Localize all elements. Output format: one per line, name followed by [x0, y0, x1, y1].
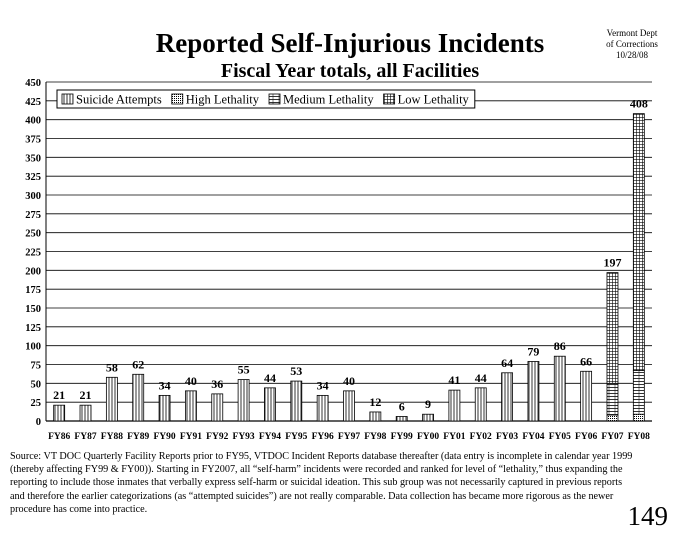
- data-label-fy98: 12: [369, 394, 382, 409]
- x-tick-label-fy92: FY92: [206, 432, 229, 442]
- legend-swatch-suicide-attempts: [62, 94, 73, 104]
- chart-title: Reported Self-Injurious Incidents: [155, 28, 545, 58]
- org-name-line1: Vermont Dept: [606, 28, 658, 38]
- x-tick-label-fy00: FY00: [416, 432, 440, 442]
- x-tick-label-fy02: FY02: [469, 432, 492, 442]
- data-label-fy01: 41: [448, 373, 461, 388]
- data-label-fy94: 44: [263, 370, 276, 385]
- bar-segment-fy04-suicide-attempts: [528, 361, 539, 421]
- y-tick-label: 175: [25, 285, 41, 297]
- x-tick-label-fy01: FY01: [443, 432, 466, 442]
- x-tick-label-fy05: FY05: [548, 432, 571, 442]
- bar-segment-fy02-suicide-attempts: [475, 388, 486, 421]
- x-tick-label-fy90: FY90: [153, 432, 176, 442]
- data-label-fy03: 64: [501, 355, 514, 370]
- data-label-fy95: 53: [290, 364, 303, 379]
- data-label-fy04: 79: [527, 344, 540, 359]
- x-tick-label-fy94: FY94: [258, 432, 282, 442]
- y-tick-label: 250: [25, 228, 41, 240]
- data-label-fy87: 21: [79, 388, 92, 403]
- legend-label-high-lethality: High Lethality: [185, 92, 260, 107]
- bar-segment-fy07-medium-lethality: [607, 383, 618, 415]
- x-tick-label-fy06: FY06: [575, 432, 598, 442]
- legend-label-medium-lethality: Medium Lethality: [283, 92, 374, 107]
- y-tick-label: 375: [25, 134, 41, 146]
- x-tick-label-fy98: FY98: [364, 432, 387, 442]
- x-tick-label-fy91: FY91: [179, 432, 202, 442]
- bar-segment-fy08-low-lethality: [633, 114, 644, 371]
- data-label-fy06: 66: [580, 354, 593, 369]
- data-label-fy89: 62: [132, 357, 145, 372]
- y-tick-label: 150: [25, 304, 41, 315]
- org-date: 10/28/08: [615, 50, 648, 60]
- bar-segment-fy86-suicide-attempts: [54, 405, 65, 421]
- data-label-fy00: 9: [425, 397, 432, 412]
- bar-segment-fy97-suicide-attempts: [344, 391, 355, 421]
- bar-segment-fy89-suicide-attempts: [133, 374, 144, 421]
- page-number: 149: [627, 501, 668, 531]
- data-label-fy92: 36: [211, 376, 224, 391]
- data-label-fy93: 55: [237, 362, 250, 377]
- legend-label-suicide-attempts: Suicide Attempts: [76, 92, 162, 107]
- bar-segment-fy96-suicide-attempts: [317, 395, 328, 421]
- data-label-fy08: 408: [629, 96, 648, 111]
- data-label-fy02: 44: [474, 370, 487, 385]
- legend-swatch-low-lethality: [384, 94, 395, 104]
- bar-segment-fy00-suicide-attempts: [423, 414, 434, 421]
- legend-swatch-medium-lethality: [269, 94, 280, 104]
- data-label-fy91: 40: [184, 373, 197, 388]
- bar-segment-fy94-suicide-attempts: [264, 388, 275, 421]
- data-label-fy90: 34: [158, 378, 171, 393]
- y-tick-label: 75: [30, 360, 41, 372]
- x-tick-label-fy99: FY99: [390, 432, 413, 442]
- bar-segment-fy91-suicide-attempts: [185, 391, 196, 421]
- data-label-fy88: 58: [105, 360, 118, 375]
- data-label-fy07: 197: [603, 255, 622, 270]
- bar-segment-fy01-suicide-attempts: [449, 390, 460, 421]
- bar-segment-fy07-low-lethality: [607, 273, 618, 384]
- y-tick-label: 0: [35, 417, 41, 428]
- x-tick-label-fy86: FY86: [48, 432, 71, 442]
- x-tick-label-fy88: FY88: [100, 432, 123, 442]
- data-label-fy05: 86: [553, 339, 566, 354]
- bar-segment-fy06-suicide-attempts: [581, 371, 592, 421]
- x-axis: [48, 432, 650, 442]
- x-tick-label-fy93: FY93: [232, 432, 255, 442]
- bar-segment-fy95-suicide-attempts: [291, 381, 302, 421]
- y-tick-label: 425: [25, 96, 41, 108]
- y-tick-label: 50: [30, 379, 41, 391]
- legend: [57, 90, 475, 108]
- x-tick-label-fy89: FY89: [127, 432, 150, 442]
- y-tick-label: 125: [25, 322, 41, 334]
- x-tick-label-fy95: FY95: [285, 432, 308, 442]
- data-label-fy86: 21: [53, 388, 66, 403]
- bar-segment-fy07-high-lethality: [607, 415, 618, 421]
- bar-segment-fy05-suicide-attempts: [554, 356, 565, 421]
- bar-segment-fy93-suicide-attempts: [238, 380, 249, 421]
- x-tick-label-fy03: FY03: [496, 432, 519, 442]
- y-tick-label: 400: [25, 115, 41, 127]
- bar-segment-fy87-suicide-attempts: [80, 405, 91, 421]
- x-tick-label-fy97: FY97: [337, 432, 361, 442]
- bar-segment-fy98-suicide-attempts: [370, 412, 381, 421]
- bar-segment-fy03-suicide-attempts: [502, 373, 513, 421]
- x-tick-label-fy07: FY07: [601, 432, 624, 442]
- y-tick-label: 300: [25, 191, 41, 202]
- bar-segment-fy88-suicide-attempts: [106, 377, 117, 421]
- org-name-line2: of Corrections: [606, 39, 658, 49]
- y-tick-label: 100: [25, 341, 41, 353]
- x-tick-label-fy08: FY08: [627, 432, 650, 442]
- y-tick-label: 225: [25, 247, 41, 259]
- source-note: Source: VT DOC Quarterly Facility Reports prior to FY95, VTDOC Incident Reports database thereafter (data entry is incomplete in calendar year 1999 (thereby affecting FY99 & FY00)). Starting in FY2007, all “self-harm” incidents were recorded and ranked for level of “lethality,” thus expanding the reporting to include those inmates that verbally express self-harm or suicidal ideation. This sub group was not necessarily captured in previous reports and therefore the earlier categorizations (as “attempted suicides”) are not really comparable. Data collection has became more rigorous as the newer procedure has come into practice.: [10, 451, 633, 515]
- data-label-fy97: 40: [343, 373, 355, 388]
- gridlines: [46, 82, 652, 402]
- bar-segment-fy08-medium-lethality: [633, 371, 644, 415]
- y-tick-label: 325: [25, 172, 41, 184]
- legend-label-low-lethality: Low Lethality: [397, 92, 469, 107]
- x-tick-label-fy96: FY96: [311, 432, 334, 442]
- x-tick-label-fy04: FY04: [522, 432, 545, 442]
- y-tick-label: 275: [25, 209, 41, 221]
- y-tick-label: 200: [25, 266, 41, 278]
- x-tick-label-fy87: FY87: [74, 432, 97, 442]
- data-label-fy96: 34: [316, 378, 329, 393]
- y-tick-label: 450: [25, 78, 41, 89]
- y-tick-label: 25: [30, 398, 41, 410]
- data-label-fy99: 6: [398, 399, 405, 414]
- bar-segment-fy90-suicide-attempts: [159, 395, 170, 421]
- bar-segment-fy08-high-lethality: [633, 414, 644, 421]
- chart-subtitle: Fiscal Year totals, all Facilities: [220, 60, 480, 82]
- legend-swatch-high-lethality: [172, 94, 183, 104]
- bar-segment-fy92-suicide-attempts: [212, 394, 223, 421]
- bar-segment-fy99-suicide-attempts: [396, 416, 407, 421]
- y-tick-label: 350: [25, 153, 41, 165]
